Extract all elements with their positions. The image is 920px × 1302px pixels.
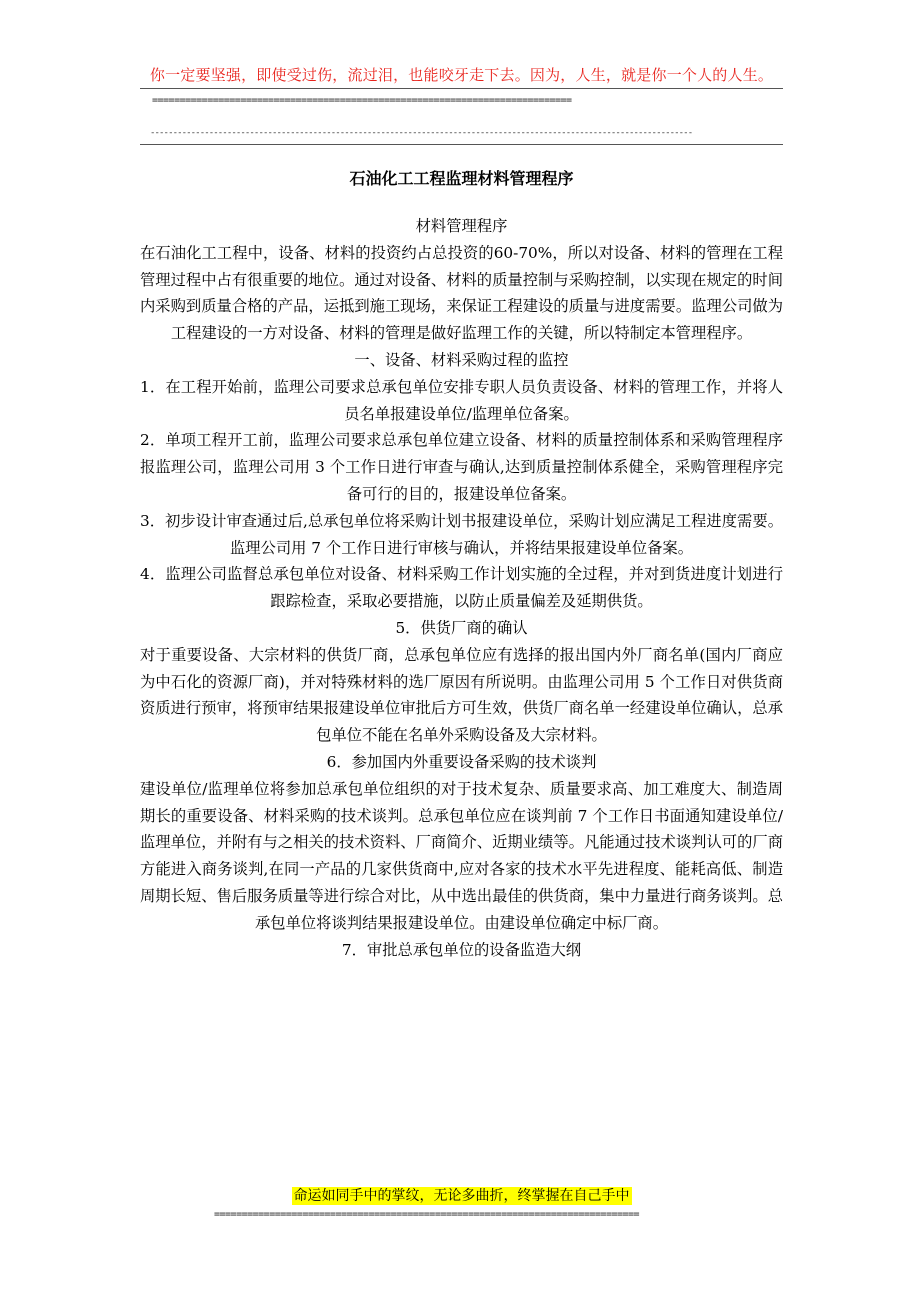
document-title: 石油化工工程监理材料管理程序 bbox=[349, 169, 574, 188]
header-dash-divider: ------------------------------------------------------------------------------------------------------------------------ bbox=[150, 128, 693, 138]
section-heading: 材料管理程序 bbox=[415, 217, 508, 235]
section-heading: 一、设备、材料采购过程的监控 bbox=[354, 350, 569, 369]
list-item: 1．在工程开始前，监理公司要求总承包单位安排专职人员负责设备、材料的管理工作，并将人员名单报建设单位/监理单位备案。 bbox=[140, 377, 783, 423]
body-paragraph: 建设单位/监理单位将参加总承包单位组织的对于技术复杂、质量要求高、加工难度大、制造周期长的重要设备、材料采购的技术谈判。总承包单位应在谈判前 7 个工作日书面通知建设单位/监理单位，并附有与之相关的技术资料、厂商简介、近期业绩等。凡能通过技术谈判认可的厂商方能进入商务谈判,在同一产品的几家供货商中,应对各家的技术水平先进程度、能耗高低、制造周期长短、售后服务质量等进行综合对比，从中选出最佳的供货商，集中力量进行商务谈判。总承包单位将谈判结果报建设单位。由建设单位确定中标厂商。 bbox=[140, 779, 783, 932]
footer-motto bbox=[140, 1185, 783, 1205]
header-rule-top bbox=[140, 88, 783, 89]
section-heading: 5．供货厂商的确认 bbox=[395, 618, 528, 637]
list-item: 4．监理公司监督总承包单位对设备、材料采购工作计划实施的全过程，并对到货进度计划进行跟踪检查，采取必要措施，以防止质量偏差及延期供货。 bbox=[140, 565, 783, 611]
header-motto: 你一定要坚强，即使受过伤，流过泪，也能咬牙走下去。因为，人生，就是你一个人的人生。 bbox=[149, 66, 774, 84]
document-body bbox=[140, 213, 783, 963]
intro-paragraph: 在石油化工工程中，设备、材料的投资约占总投资的60-70%，所以对设备、材料的管理在工程管理过程中占有很重要的地位。通过对设备、材料的质量控制与采购控制，以实现在规定的时间内采购到质量合格的产品，运抵到施工现场，来保证工程建设的质量与进度需要。监理公司做为工程建设的一方对设备、材料的管理是做好监理工作的关键，所以特制定本管理程序。 bbox=[140, 243, 783, 343]
section-heading: 6．参加国内外重要设备采购的技术谈判 bbox=[326, 752, 597, 771]
body-paragraph: 对于重要设备、大宗材料的供货厂商，总承包单位应有选择的报出国内外厂商名单(国内厂商应为中石化的资源厂商)，并对特殊材料的选厂原因有所说明。由监理公司用 5 个工作日对供货商资质进行预审，将预审结果报建设单位审批后方可生效，供货厂商名单一经建设单位确认，总承包单位不能在名单外采购设备及大宗材料。 bbox=[140, 645, 783, 745]
footer-equals-divider: ============================================================================= bbox=[214, 1209, 640, 1220]
footer-motto-text: 命运如同手中的掌纹，无论多曲折，终掌握在自己手中 bbox=[293, 1188, 630, 1204]
section-heading: 7．审批总承包单位的设备监造大纲 bbox=[341, 940, 582, 959]
header-rule-bottom bbox=[140, 144, 783, 145]
header-equals-divider: ============================================================================ bbox=[152, 95, 572, 106]
document-page bbox=[140, 0, 783, 1302]
list-item: 3．初步设计审查通过后,总承包单位将采购计划书报建设单位，采购计划应满足工程进度需要。监理公司用 7 个工作日进行审核与确认，并将结果报建设单位备案。 bbox=[140, 511, 783, 557]
list-item: 2．单项工程开工前，监理公司要求总承包单位建立设备、材料的质量控制体系和采购管理程序报监理公司，监理公司用 3 个工作日进行审查与确认,达到质量控制体系健全，采购管理程序完备可行的目的，报建设单位备案。 bbox=[140, 431, 783, 503]
